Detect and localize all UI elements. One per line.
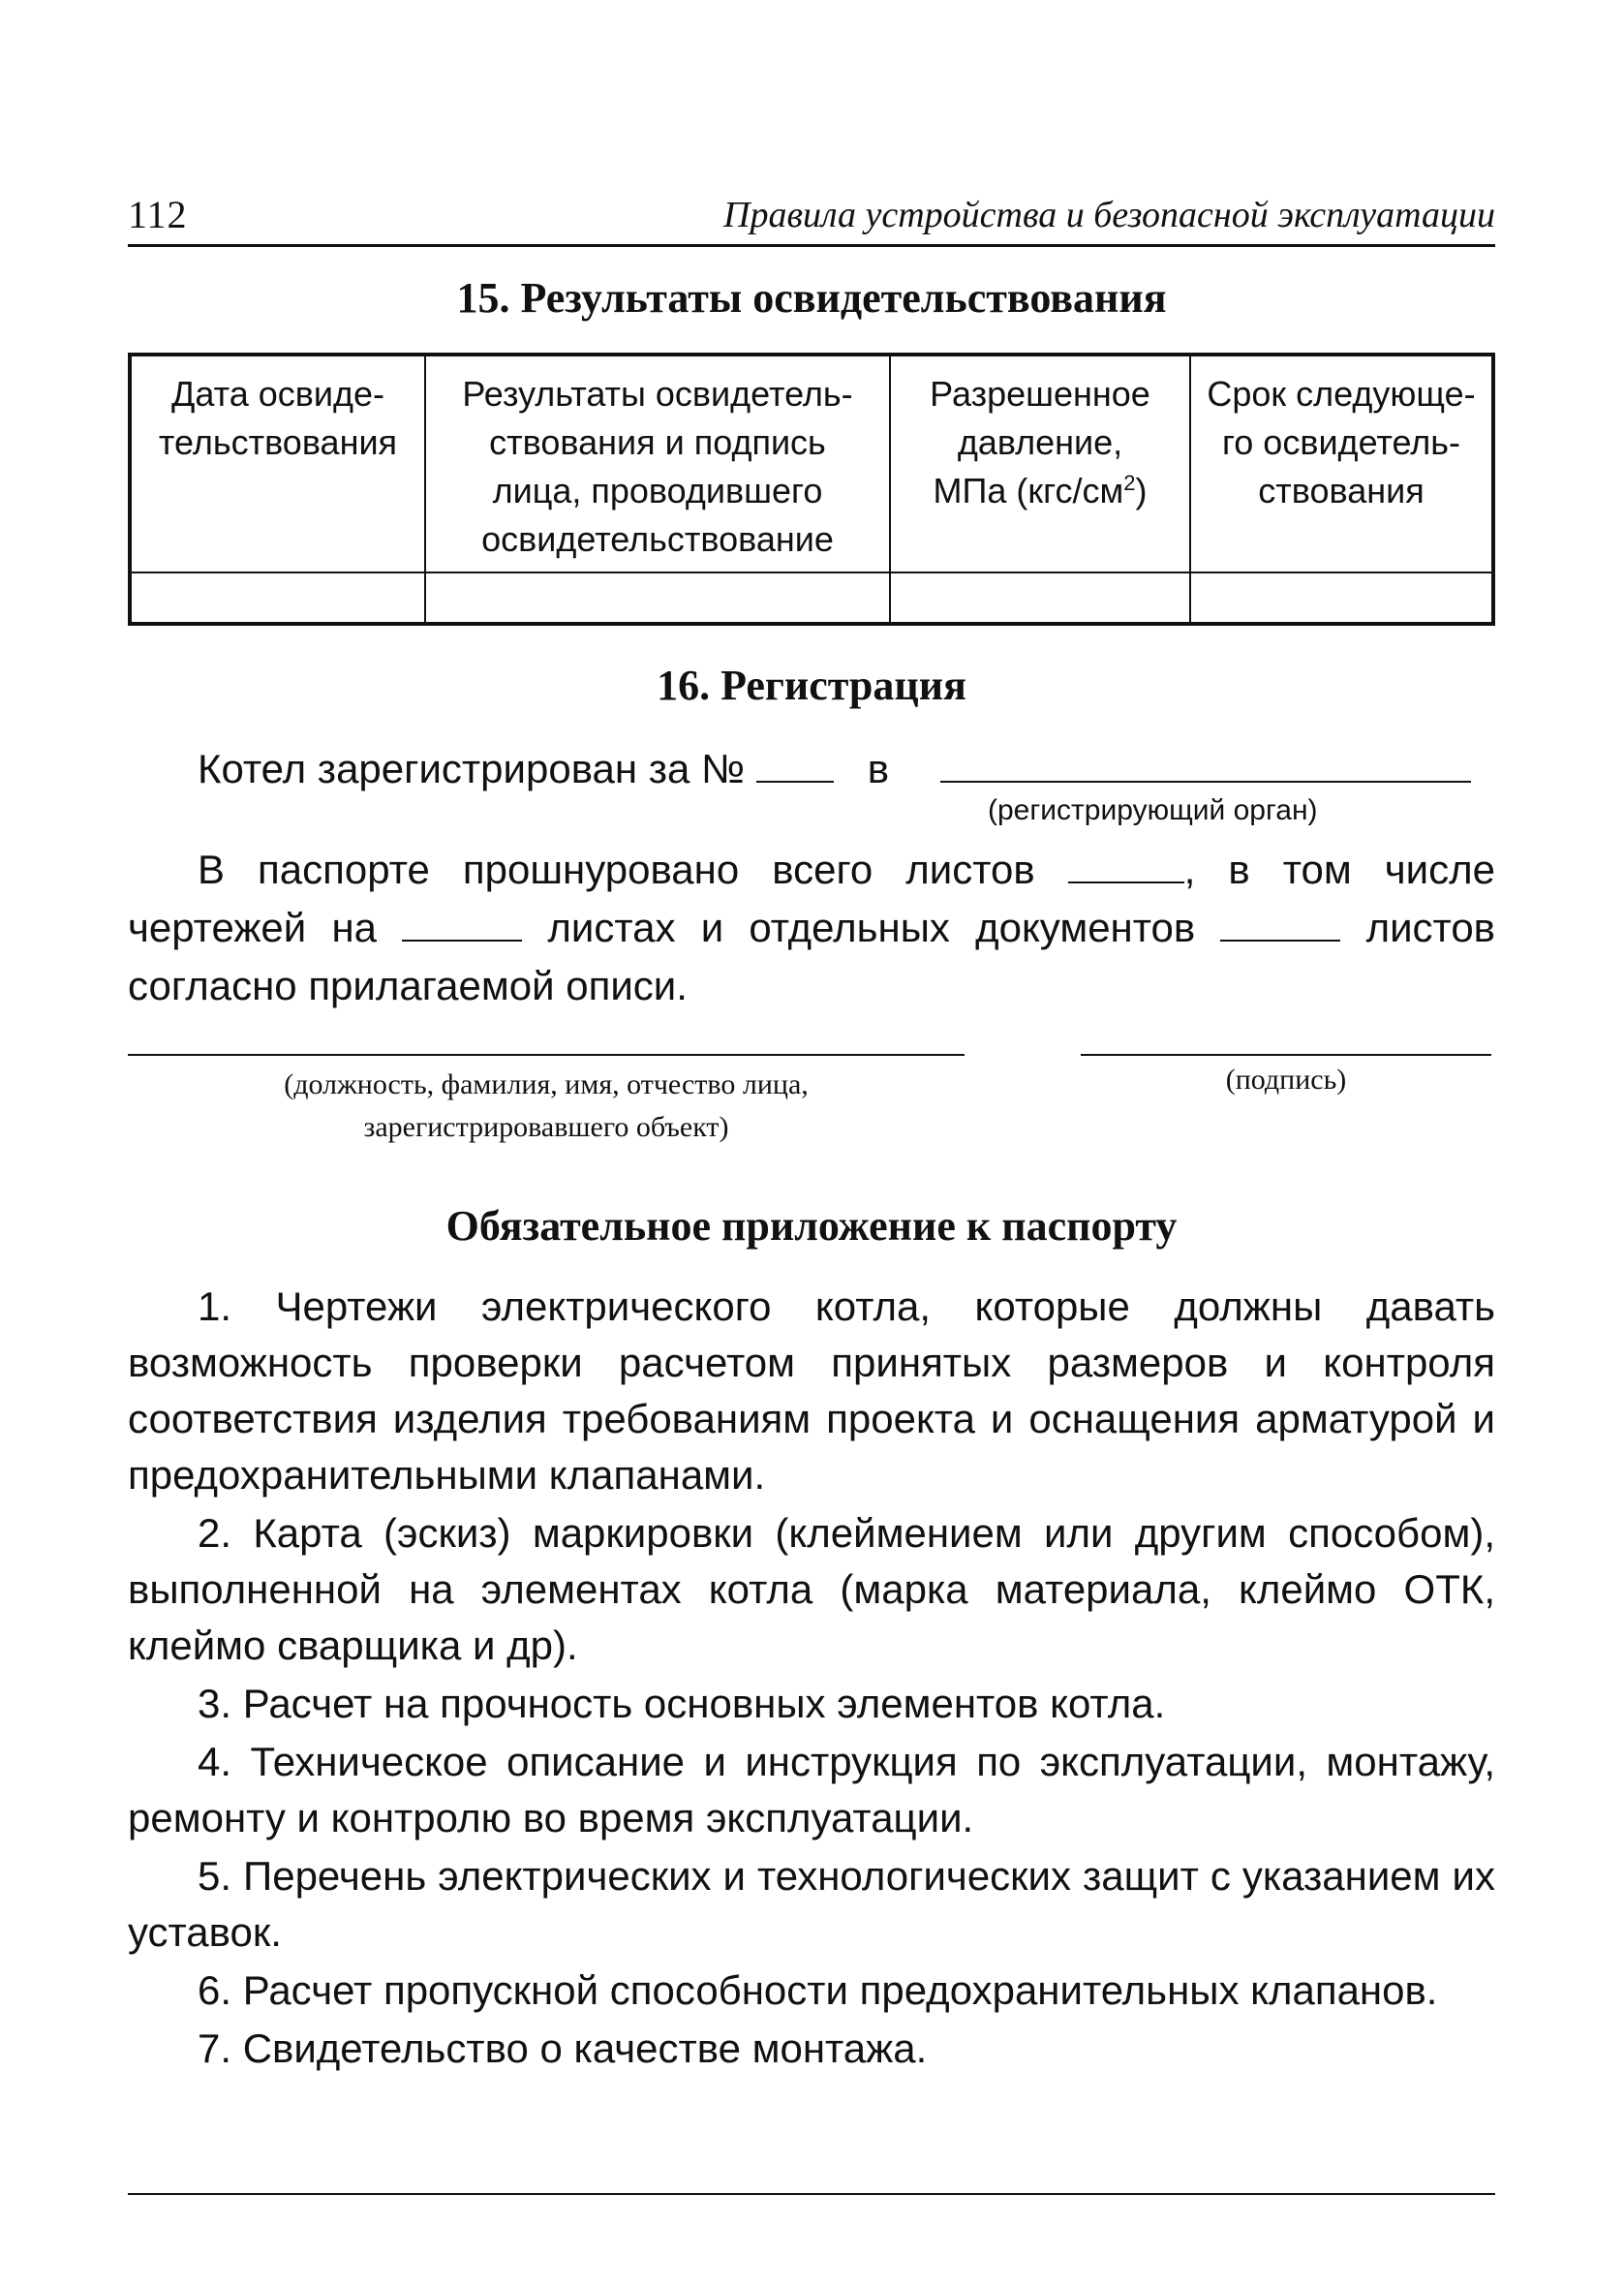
registration-in: в [867, 746, 890, 791]
inspection-results-table [128, 353, 1495, 626]
sheets-text-c: листах и отдельных документов [547, 905, 1196, 950]
registration-number-blank[interactable] [756, 742, 834, 783]
list-item: 7. Свидетельство о качестве монтажа. [198, 2025, 928, 2071]
sheets-paragraph [128, 841, 1495, 1015]
page-number: 112 [128, 193, 188, 236]
registration-line [128, 740, 1565, 798]
sheets-text-d: листов согласно прилагаемой описи. [128, 905, 1495, 1008]
col-date: Дата освиде- тельствования [130, 355, 425, 572]
list-item: 6. Расчет пропускной способности предохранительных клапанов. [198, 1967, 1438, 2013]
col-results: Результаты освидетель- ствования и подпись лица, проводившего освидетельствование [425, 355, 890, 572]
registration-authority-blank[interactable] [940, 742, 1471, 783]
official-name-line[interactable] [128, 1054, 965, 1056]
signature-caption: (подпись) [1225, 1064, 1347, 1096]
list-item: 3. Расчет на прочность основных элементов котла. [198, 1681, 1166, 1726]
col-pressure: Разрешенное давление, МПа $(кгс/см^2)$ [890, 355, 1190, 572]
registration-text: Котел зарегистрирован за № [198, 746, 746, 791]
documents-sheets-blank[interactable] [1220, 901, 1340, 942]
official-caption [128, 1064, 965, 1149]
table-cell[interactable] [1190, 572, 1493, 624]
sheets-text-a: В паспорте прошнуровано всего листов [198, 847, 1035, 892]
table-row [130, 572, 1493, 624]
appendix-title: Обязательное приложение к паспорту [445, 1202, 1178, 1250]
sheets-text-b: , в том числе чертежей на [128, 847, 1495, 950]
appendix-list [128, 1279, 1495, 2079]
total-sheets-blank[interactable] [1068, 843, 1184, 883]
table-cell[interactable] [890, 572, 1190, 624]
running-title: Правила устройства и безопасной эксплуатации [723, 195, 1495, 235]
table-header-row [130, 355, 1493, 572]
table-cell[interactable] [425, 572, 890, 624]
authority-caption: (регистрирующий орган) [988, 794, 1318, 826]
official-caption-line-2: зарегистрировавшего объект) [363, 1111, 729, 1143]
bottom-divider [128, 2193, 1495, 2195]
list-item: 4. Техническое описание и инструкция по эксплуатации, монтажу, ремонту и контролю во время эксплуатации. [128, 1739, 1495, 1840]
list-item: 5. Перечень электрических и технологических защит с указанием их уставок. [128, 1853, 1495, 1955]
signature-line[interactable] [1081, 1054, 1491, 1056]
col-next-date: Срок следующе- го освидетель- ствования [1190, 355, 1493, 572]
table-cell[interactable] [130, 572, 425, 624]
list-item: 2. Карта (эскиз) маркировки (клеймением или другим способом), выполненной на элементах котла (марка материала, клеймо ОТК, клеймо сварщика и др). [128, 1510, 1495, 1668]
official-caption-line-1: (должность, фамилия, имя, отчество лица, [284, 1068, 809, 1100]
section-16-title: 16. Регистрация [657, 662, 966, 709]
drawings-sheets-blank[interactable] [402, 901, 522, 942]
section-15-title: 15. Результаты освидетельствования [456, 274, 1167, 322]
running-header [128, 192, 1495, 247]
list-item: 1. Чертежи электрического котла, которые должны давать возможность проверки расчетом принятых размеров и контроля соответствия изделия требованиям проекта и оснащения арматурой и предохранительными клапанами. [128, 1283, 1495, 1498]
